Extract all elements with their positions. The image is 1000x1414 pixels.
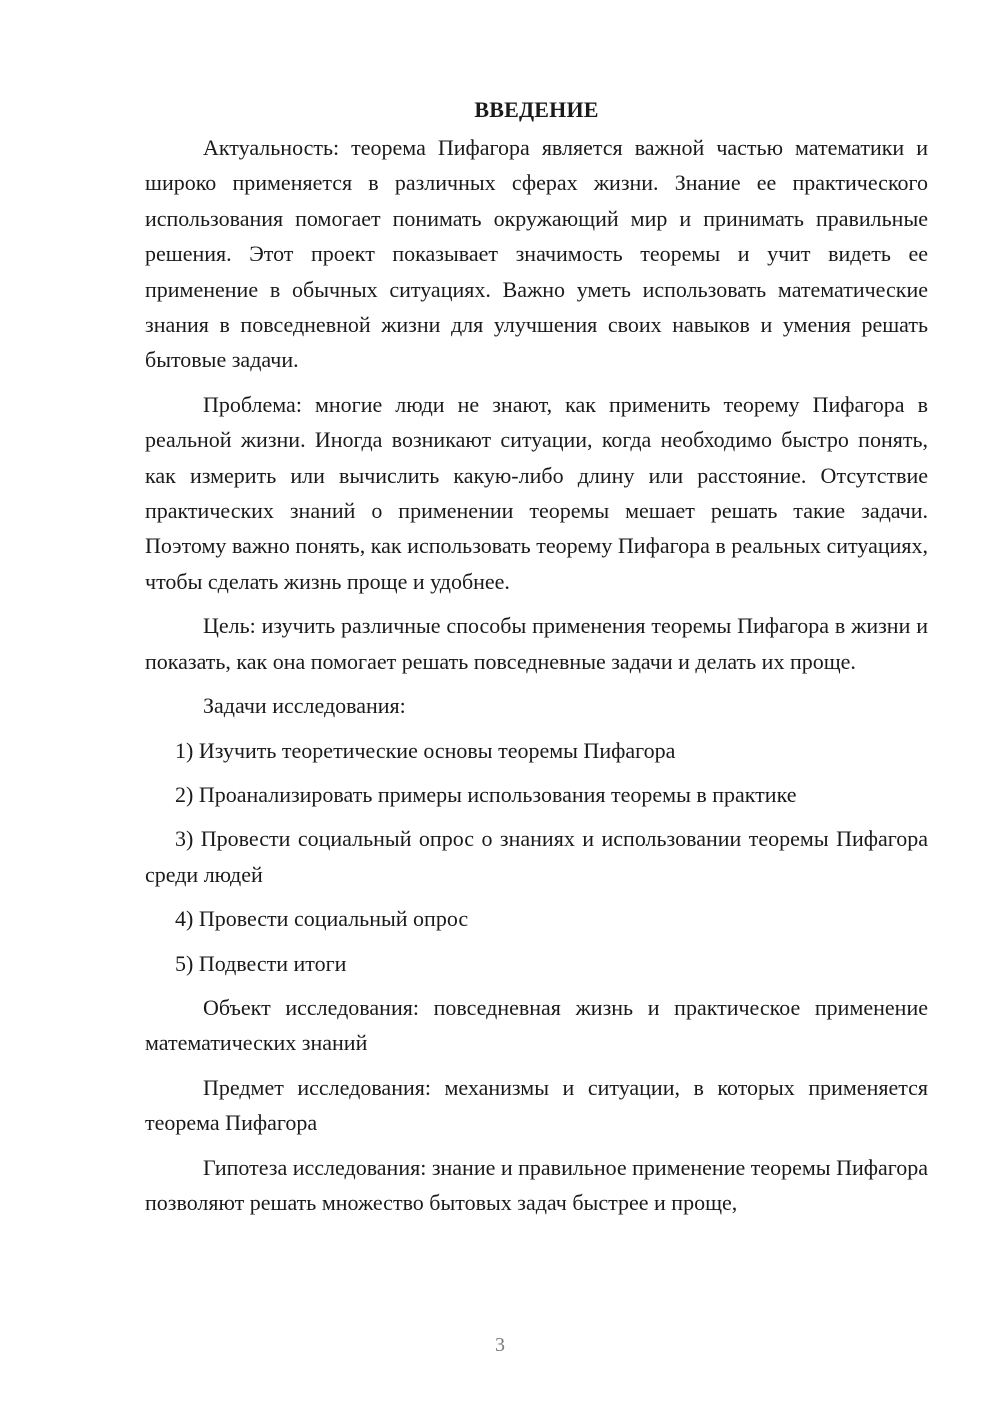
list-item-task-3: 3) Провести социальный опрос о знаниях и использовании теоремы Пифагора среди людей [145, 826, 928, 887]
document-page [145, 92, 928, 1229]
list-item-task-1: 1) Изучить теоретические основы теоремы Пифагора [175, 737, 676, 763]
paragraph-problem: Проблема: многие люди не знают, как применить теорему Пифагора в реальной жизни. Иногда возникают ситуации, когда необходимо быстро понять, как измерить или вычислить какую-либо длину или расстояние. Отсутствие практических знаний о применении теоремы мешает решать такие задачи. Поэтому важно понять, как использовать теорему Пифагора в реальных ситуациях, чтобы сделать жизнь проще и удобнее. [145, 391, 928, 594]
paragraph-hypothesis: Гипотеза исследования: знание и правильное применение теоремы Пифагора позволяют решать множество бытовых задач быстрее и проще, [145, 1154, 929, 1215]
page-title: ВВЕДЕНИЕ [474, 97, 599, 122]
list-item-task-5: 5) Подвести итоги [175, 950, 347, 976]
paragraph-object: Объект исследования: повседневная жизнь и практическое применение математических знаний [145, 994, 928, 1056]
page-number: 3 [495, 1334, 505, 1356]
paragraph-goal: Цель: изучить различные способы применения теоремы Пифагора в жизни и показать, как она помогает решать повседневные задачи и делать их проще. [145, 613, 928, 674]
list-item-task-4: 4) Провести социальный опрос [175, 906, 469, 932]
paragraph-subject: Предмет исследования: механизмы и ситуации, в которых применяется теорема Пифагора [145, 1074, 928, 1136]
paragraph-tasks-heading: Задачи исследования: [203, 693, 406, 719]
list-item-task-2: 2) Проанализировать примеры использования теоремы в практике [175, 781, 797, 807]
paragraph-relevance: Актуальность: теорема Пифагора является важной частью математики и широко применяется в различных сферах жизни. Знание ее практического использования помогает понимать окружающий мир и принимать правильные решения. Этот проект показывает значимость теоремы и учит видеть ее применение в обычных ситуациях. Важно уметь использовать математические знания в повседневной жизни для улучшения своих навыков и умения решать бытовые задачи. [145, 135, 928, 373]
